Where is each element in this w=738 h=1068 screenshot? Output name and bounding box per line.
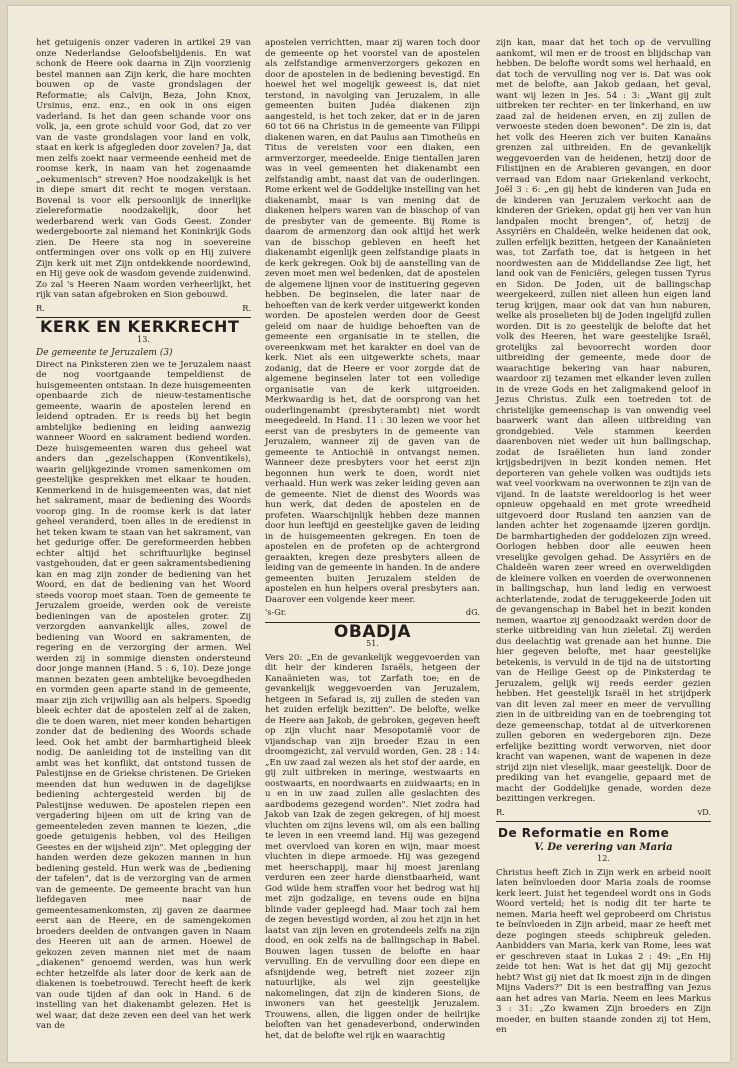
intro-article-text: het getuigenis onzer vaderen in artikel 29 van onze Nederlandse Geloofsbelijdenis. En wat schonk de Heere ook daarna in Zijn voorzienig bestel mannen aan Zijn kerk, die hare mochten bouwen op de vaste grondslagen der Reformatie; als Calvijn, Beza, John Knox, Ursinus, enz. enz., en ook in ons eigen vaderland. Is het dan geen schande voor ons volk, ja, een grote schuld voor God, dat zo ver van de vaste grondslagen voor land en volk, staat en kerk is afgegleden door zovelen? Ja, dat men zelfs zoekt naar vermeende eenheid met de roomse kerk, in naam van het zogenaamde „oekumenisch" streven? Hoe noodzakelijk is het in diepe smart dit recht te mogen verstaan. Bovenal is voor elk persoonlijk de innerlijke zielereformatie noodzakelijk, door het wederbarend werk van Gods Geest. Zonder wedergeboorte zal niemand het Koninkrijk Gods zien. De Heere sta nog in soevereine ontfermingen over ons volk op en Hij zuivere Zijn kerk uit met Zijn ontdekkende noordewind, en Hij geve ook de wasdom gevende zuidenwind. Zo zal 's Heeren Naam worden verheerlijkt, het rijk van satan afgebroken en Sion gebouwd. (36, 38, 251, 300)
obadja-heading: OBADJA (333, 621, 412, 642)
signature (496, 807, 711, 818)
kerk-en-kerkrecht-heading: KERK EN KERKRECHT (40, 317, 240, 336)
newspaper-page (8, 6, 730, 1062)
signature-right: R. (242, 302, 251, 313)
signature (36, 303, 251, 314)
article-number: 13. (137, 334, 150, 344)
article-number: 51. (366, 639, 379, 648)
column-1 (36, 38, 251, 1032)
reformatie-en-rome-heading: De Reformatie en Rome (498, 826, 670, 840)
signature-right: dG. (465, 607, 480, 617)
article-number: 12. (597, 854, 610, 863)
signature-right: vD. (697, 806, 711, 817)
kerk-en-kerkrecht-text: Direct na Pinksteren zien we te Jeruzalem naast de nog voortgaande tempeldienst de huisgemeenten ontstaan. In deze huisgemeenten openbaarde zich de nieuw-testamentische gemeente, waarin de apostelen lerend en leidend optraden. Er is reeds bij het begin ambtelijke bediening en leiding aanwezig wanneer Woord en sakrament bediend worden. Deze huisgemeenten waren dus geheel wat anders dan „gezelschappen (Konventikels), waarin gelijkgezinde vromen samenkomen om geestelijke gesprekken met elkaar te houden. Kenmerkend in de huisgemeenten was, dat niet het sakrament, maar de bediening des Woords voorop ging. In de roomse kerk is dat later geheel veranderd, toen alles in de eredienst in het teken kwam te staan van het sakrament, van het gedurige offer. De gereformeerden hebben echter altijd het schriftuurlijke beginsel vastgehouden, dat er geen sakramentsbediening kan en mag zijn zonder de bediening van het Woord, en dat de bediening van het Woord steeds voorop moet staan. Toen de gemeente te Jeruzalem groeide, werden ook de vereiste bedieningen van de apostelen groter. Zij verzorgden aanvankelijk alles, zowel de bediening van Woord en sakramenten, de regering en de verzorging der armen. Wel werden zij in sommige diensten ondersteund door jonge mannen (Hand. 5 : 6, 10). Deze jonge mannen bezaten geen ambtelijke bevoegdheden en vormden geen aparte stand in de gemeente, maar zijn zich vrijwillig aan als helpers. Spoedig bleek echter dat de apostelen zelf al de zaken, die te doen waren, niet meer konden behartigen zonder dat de bediening des Woords schade leed. Ook het ambt der barmhartigheid bleek nodig. De aanleiding tot de instelling van dit ambt was het konflikt, dat ontstond tussen de Palestijnse en de Griekse christenen. De Grieken meenden dat hun weduwen in de dagelijkse bediening achtergesteld werden bij de Palestijnse weduwen. De apostelen riepen een vergadering bijeen om uit de kring van de gemeenteleden zeven mannen te kiezen, „die goede getuigenis hebben, vol des Heiligen Geestes en der wijsheid zijn". Met oplegging der handen werden deze gekozen mannen in hun bediening gesteld. Hun werk was de „bediening der tafelen", dat is de verzorging van de armen van de gemeente. De gemeente bracht van hun liefdegaven mee naar de gemeentesamenkomsten, zij gaven ze daarmee eerst aan de Heere, en de samengekomen broeders deelden de ontvangen gaven in Naam des Heeren uit aan de armen. Hoewel de gekozen zeven mannen niet met de naam „diakenen" genoemd werden, was hun werk echter hetzelfde als later door de kerk aan de diakenen is toebetrouwd. Terecht heeft de kerk van oude tijden af dan ook in Hand. 6 de instelling van het diakenambt gelezen. Het is wel waar, dat deze zeven een deel van het werk van de (36, 359, 251, 1031)
divider (496, 821, 711, 822)
signature-left: R. (496, 806, 505, 817)
column-2 (265, 38, 480, 1041)
reformatie-en-rome-text: Christus heeft Zich in Zijn werk en arbeid nooit laten beïnvloeden door Maria zoals de roomse kerk leert. Juist het tegendeel wordt ons in Gods Woord verteld; het is nodig dit ter harte te nemen. Maria heeft wel geprobeerd om Christus te beïnvloeden in Zijn arbeid, maar ze heeft met deze pogingen steeds schipbreuk geleden. Aanbidders van Maria, kerk van Rome, lees wat er geschreven staat in Lukas 2 : 49: „En Hij zeide tot hen: Wat is het dat gij Mij gezocht hebt? Wist gij niet dat Ik moest zijn in de dingen Mijns Vaders?" Dit is een bestraffing van Jezus aan het adres van Maria. Neem en lees Markus 3 : 31: „Zo kwamen Zijn broeders en Zijn moeder, en buiten staande zonden zij tot Hem, en (496, 867, 711, 1035)
article-subtitle: De gemeente te Jeruzalem (3) (36, 348, 173, 358)
signature-left: R. (36, 302, 45, 313)
obadja-text: Vers 20: „En de gevankelijk weggevoerden van dit heir der kinderen Israëls, hetgeen der Kanaänieten was, tot Zarfath toe; en de gevankelijk weggevoerden van Jeruzalem, hetgeen in Sefarad is, zij zullen de steden van het zuiden erfelijk bezitten". De belofte, welke de Heere aan Jakob, de gebroken, gegeven heeft op zijn vlucht naar Mesopotamië voor de vijandschap van zijn broeder Ezau in een droomgezicht, zal vervuld worden, Gen. 28 : 14: „En uw zaad zal wezen als het stof der aarde, en gij zult uitbreken in meringe, westwaarts en oostwaarts, en noordwaarts en zuidwaarts; en in u en in uw zaad zullen alle geslachten des aardbodems gezegend worden". Niet zodra had Jakob van Izak de zegen gekregen, of hij moest vluchten om zijns levens wil, om als een balling te leven in een vreemd land. Hij was gezegend met overvloed van koren en wijn, maar moest vluchten in diepe armoede. Hij was gezegend met heerschappij, maar hij moest jarenlang verduren een zeer harde dienstbaarheid, want God wilde hem straffen voor het bedrog wat hij met zijn godzalige, en tevens oude en bijna blinde vader gepleegd had. Maar toch zal hem de zegen bevestigd worden, al zou het zijn in het laatst van zijn leven en grotendeels zelfs na zijn dood, en ook zelfs na de ballingschap in Babel. Bouwen lagen tussen de belofte en haar vervulling. En de vervulling door een diepe en afsnijdende weg, betreft niet zozeer zijn natuurlijke, als wel zijn geestelijke nakomelingen, dat zijn de kinderen Sions, de inwoners van het geestelijk Jeruzalem. Trouwens, allen, die liggen onder de heilrijke beloften van het genadeverbond, onderwinden het, dat de belofte wel rijk en waarachtig (265, 652, 480, 1041)
column-3 (496, 38, 711, 1036)
article-subtitle: V. De verering van Maria (534, 841, 673, 853)
kerkrecht-continued-text: apostelen verrichtten, maar zij waren toch door de gemeente op het voorstel van de apostelen als zelfstandige armenverzorgers gekozen en door de apostelen in de bediening bevestigd. En hoewel het wel mogelijk geweest is, dat niet terstond, in navolging van Jeruzalem, in alle gemeenten buiten Judéa diakenen zijn aangesteld, is het toch zeker, dat er in de jaren 60 tot 66 na Christus in de gemeente van Filippi diakenen waren, en dat Paulus aan Timotheüs en Titus de vereisten voor een diaken, een armverzorger, meedeelde. Enige tientallen jaren was in veel gemeenten het diakenambt een zelfstandig ambt, naast dat van de ouderlingen. Rome erkent wel de Goddelijke instelling van het diakenambt, maar is van mening dat de diakenen helpers waren van de bisschop of van de presbyter van de gemeente. Bij Rome is daarom de armenzorg dan ook altijd het werk van de bisschop gebleven en heeft het diakenambt eigenlijk geen zelfstandige plaats in de kerk gekregen. Ook bij de aanstelling van de zeven moet men wel bedenken, dat de apostelen de algemene lijnen voor de instituering gegeven hebben. De beginselen, die later naar de behoeften van de kerk verder uitgewerkt konden worden. De apostelen werden door de Geest geleid om naar de huidige behoeften van de gemeente een organisatie in te stellen, die overeenkwam met het karakter en doel van de kerk. Niet als een uitgewerkte schets, maar zodanig, dat de Heere er voor zorgde dat de algemene beginselen later tot een volledige organisatie van de kerk uitgroeiden. Merkwaardig is het, dat de oorsprong van het ouderlingenambt (presbyterambt) niet wordt meegedeeld. In Hand. 11 : 30 lezen we voor het eerst van de presbyters in de gemeente van Jeruzalem, wanneer zij de gaven van de gemeente te Antiochië in ontvangst nemen. Wanneer deze presbyters voor het eerst zijn begonnen hun werk te doen, wordt niet verhaald. Hun werk was zeker leiding geven aan de gemeente. Niet de dienst des Woords was hun werk, dat deden de apostelen en de profeten. Waarschijnlijk hebben deze mannen door hun leeftijd en geestelijke gaven de leiding in de huisgemeenten gekregen. En toen de apostelen en de profeten op de achtergrond geraakten, kregen deze presbyters alleen de leiding van de gemeente in handen. In de andere gemeenten buiten Jeruzalem stelden de apostelen en hun helpers overal presbyters aan. Daarover een volgende keer meer. (265, 38, 480, 605)
signature (265, 607, 480, 618)
signature-left: 's-Gr. (265, 607, 287, 617)
obadja-continued-text: zijn kan, maar dat het toch op de vervulling aankomt, wil men er de troost en blijdschap van hebben. De belofte wordt soms wel herhaald, en dat toch de vervulling nog ver is. Dat was ook met de belofte, aan Jakob gedaan, het geval, want wij lezen in Jes. 54 : 3: „Want gij zult uitbreken ter rechter- en ter linkerhand, en uw zaad zal de heidenen erven, en zij zullen de verwoeste steden doen bewonen". De zin is, dat het volk des Heeren zich ver buiten Kanaäns grenzen zal uitbreiden. En de gevankelijk weggevoerden van de heidenen, hetzij door de Filistijnen en de Arabieren gevangen, en door verraad van Edom naar Griekenland verkocht, Joël 3 : 6: „en gij hebt de kinderen van Juda en de kinderen van Jeruzalem verkocht aan de kinderen der Grieken, opdat gij hen ver van hun landpalen mocht brengen", of, hetzij de Assyriërs en Chaldeën, welke heidenen dat ook, zullen erfelijk bezitten, hetgeen der Kanaänieten was, tot Zarfath toe, dat is hetgeen in het noordwesten aan de Middellandse Zee ligt, het land ook van de Feniciërs, gelegen tussen Tyrus en Sidon. De Joden, uit de ballingschap weergekeerd, zullen niet alleen hun eigen land terug krijgen, maar ook dat van hun naburen, welke als proselieten bij de Joden ingelijfd zullen worden. Dit is zo geestelijk de belofte dat het volk des Heeren, het ware geestelijke Israël, grotelijks zal bevoorrecht worden door uitbreiding der gemeente, mede door de waarachtige bekering van haar naburen, waardoor zij tezamen met elkander leven zullen in de vreze Gods en het zaligmakend geloof in Jezus Christus. Zulk een toetreden tot de christelijke gemeenschap is van onwendig veel baarwerk want dan alleen uitbreiding van grondgebied. Vele stammen keerden daarenboven niet weder uit hun ballingschap, zodat de Israëlieten hun land zonder krijgsbedrijven in bezit konden nemen. Het deporteren van gehele volken was oudtijds iets wat veel voorkwam na overwonnen te zijn van de vijand. In de laatste wereldoorlog is het weer opnieuw opgehaald en met grote wreedheid uitgevoerd door Rusland ten aanzien van de landen achter het zogenaamde ijzeren gordijn. De barmhartigheden der goddelozen zijn wreed. Oorlogen hebben door alle eeuwen heen vreselijke gevolgen gehad. De Assyriërs en de Chaldeën waren zeer wreed en overweldigden de kleinere volken en voerden de overwonnenen in ballingschap, hun land ledig en verwoest achterlatende, zodat de teruggekeerde Joden uit de gevangenschap in Babel het in bezit konden nemen, waartoe zij genoodzaakt werden door de sterke uitbreiding van hun zieletal. Zij werden dus deelachtig wat grenade aan het hunne. Die hier gegeven belofte, met haar geestelijke betekenis, is vervuld in de tijd na de uitstorting van de Heilige Geest op de Pinksterdag te Jeruzalem, gelijk wij reeds eerder gezien hebben. Het geestelijk Israël in het strijdperk van dit leven zal meer en meer de vervulling zien in de uitbreiding van en de toebrenging tot deze gemeenschap, totdat al de uitverkorenen zullen geboren en wedergeboren zijn. Deze erfelijke bezitting wordt verworven, niet door kracht van wapenen, want de wapenen in deze strijd zijn niet vleselijk, maar geestelijk. Door de prediking van het evangelie, gepaard met de macht der Goddelijke genade, worden deze bezittingen verkregen. (496, 38, 711, 804)
